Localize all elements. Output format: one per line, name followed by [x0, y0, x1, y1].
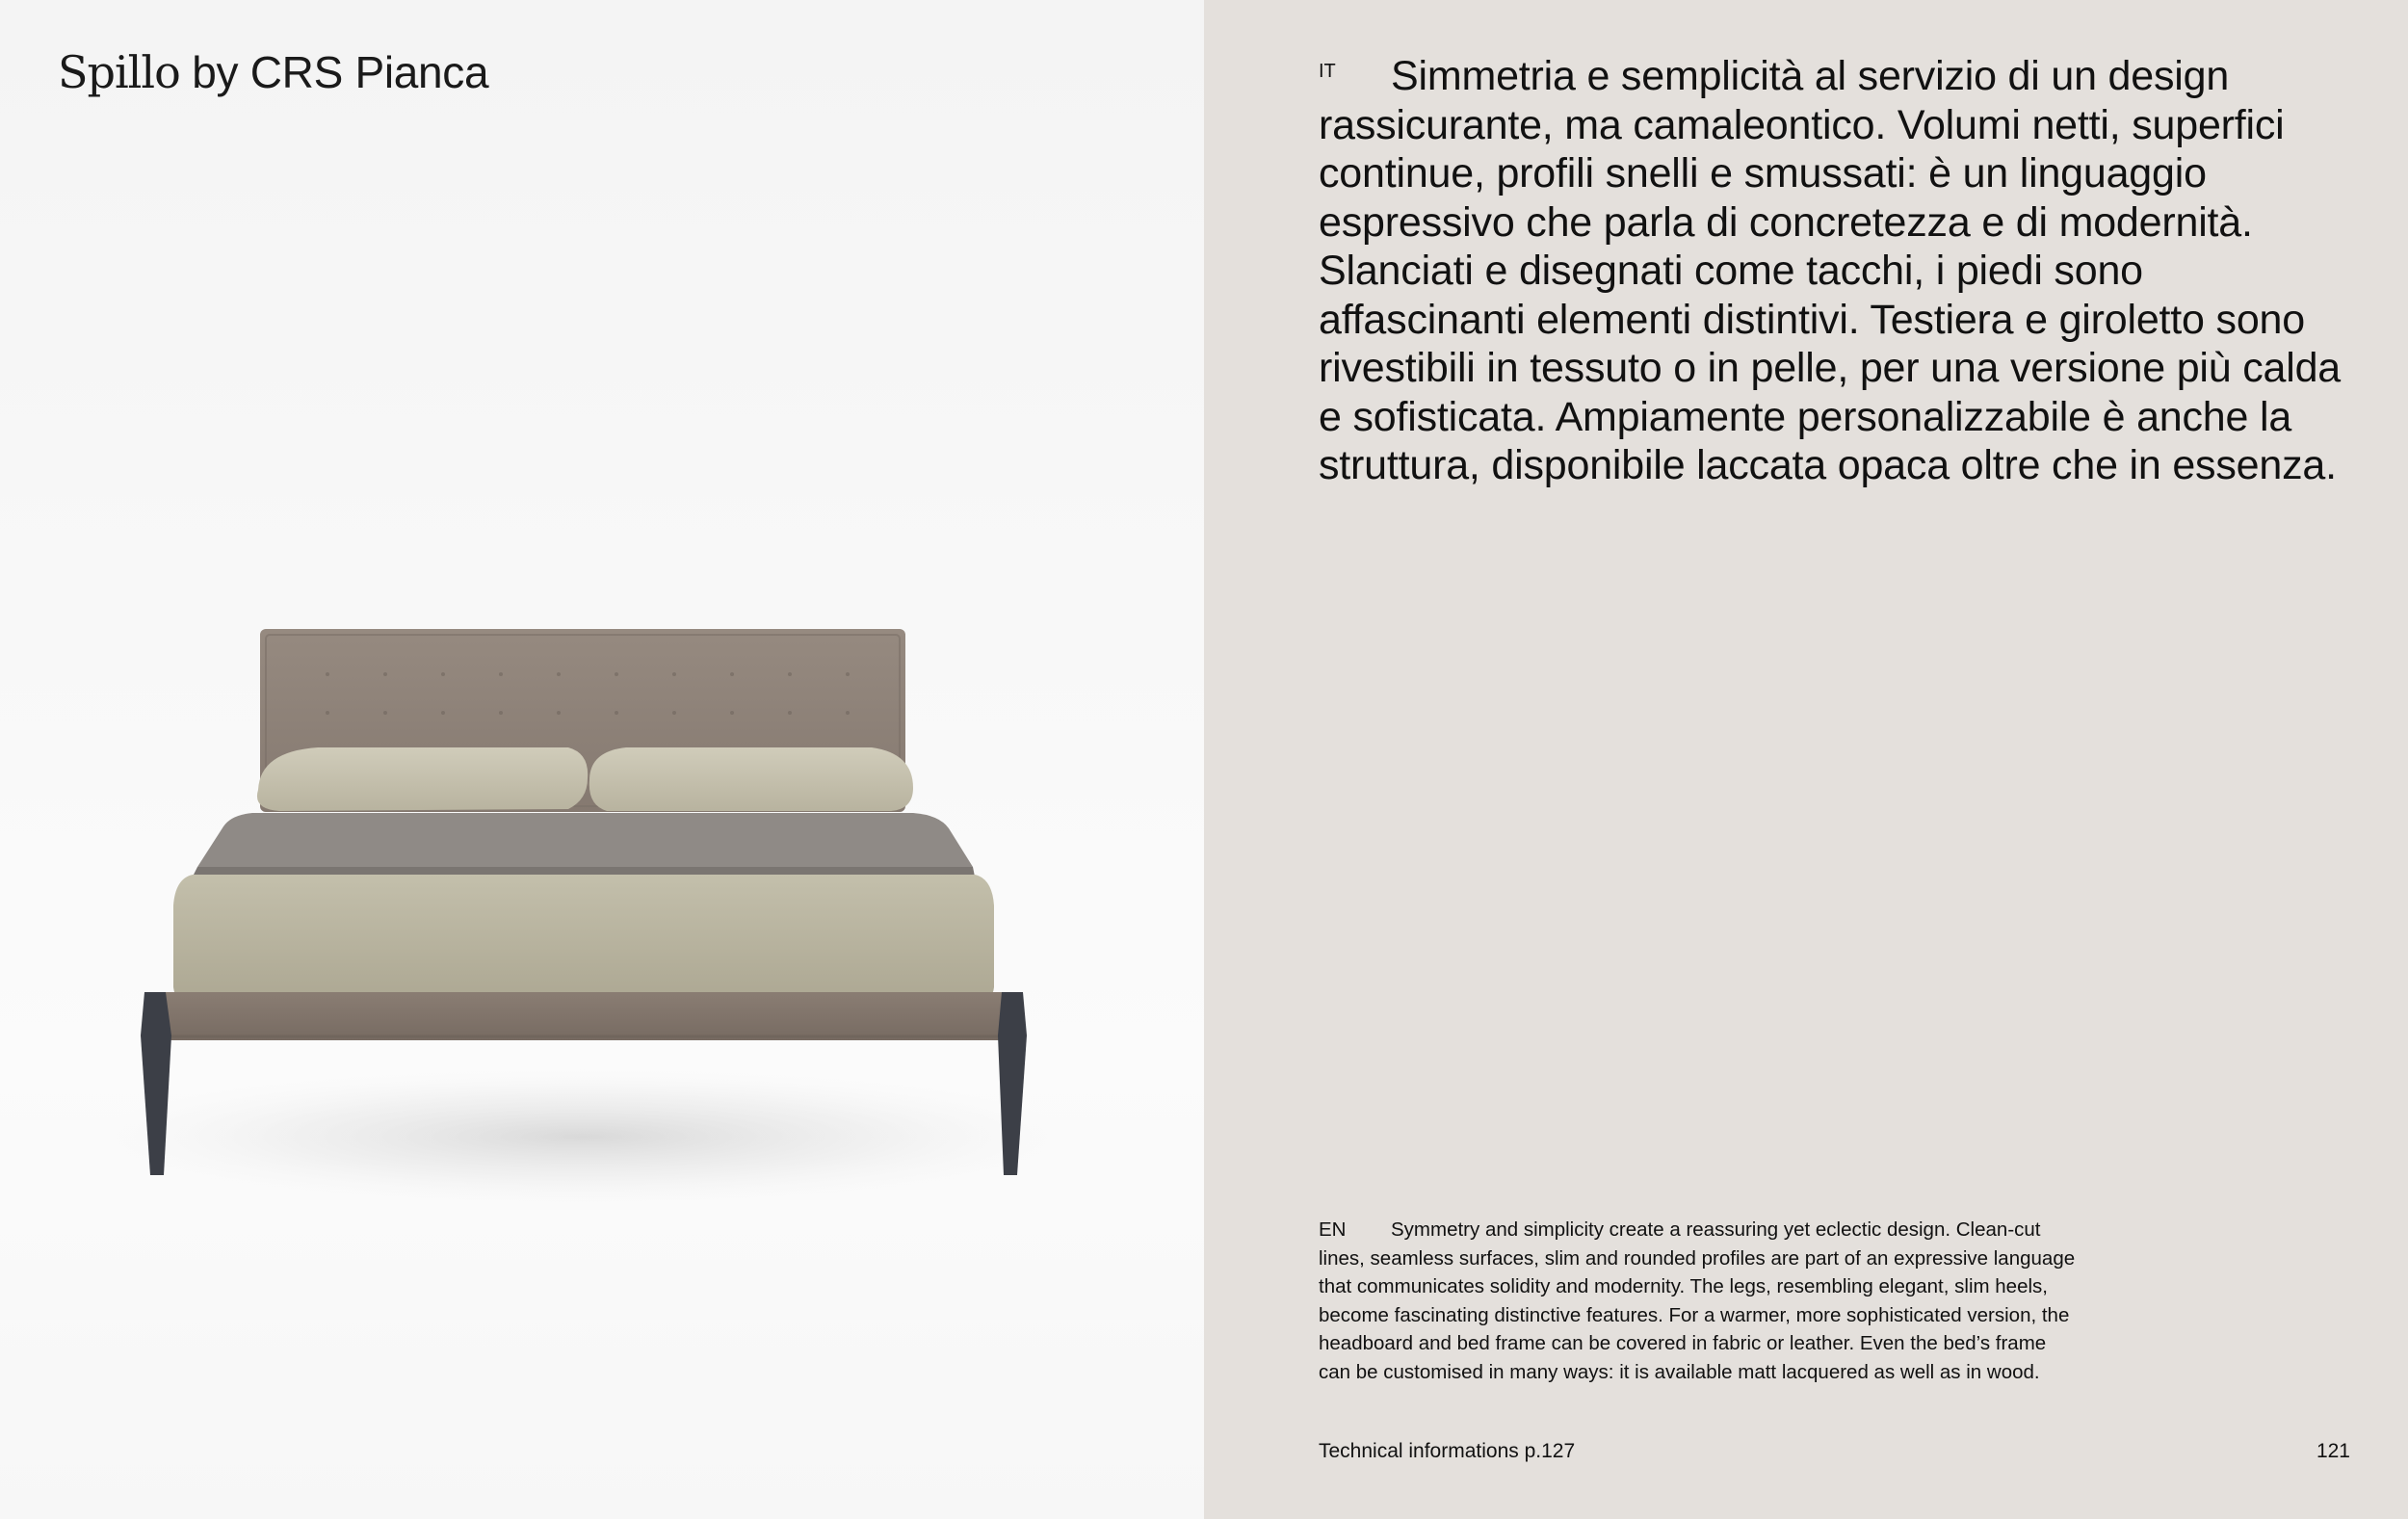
right-page	[1204, 0, 2408, 1519]
technical-info-reference: Technical informations p.127	[1319, 1440, 1576, 1462]
english-description	[1319, 1216, 2080, 1386]
page-number: 121	[2316, 1440, 2350, 1462]
floor-shadow	[82, 1069, 1084, 1204]
product-title	[58, 46, 488, 98]
pillow-left	[257, 747, 588, 811]
bed-photo	[0, 539, 1204, 1233]
language-tag-it: IT	[1319, 61, 1336, 82]
product-brand: by CRS Pianca	[179, 47, 489, 97]
language-tag-en: EN	[1319, 1218, 1347, 1241]
bed-throw	[197, 813, 973, 867]
italian-description	[1319, 52, 2359, 490]
mattress-sheet	[173, 875, 994, 1006]
pillow-right	[589, 747, 913, 811]
bed-frame	[144, 992, 1021, 1040]
product-name: Spillo	[58, 46, 180, 98]
italian-paragraph: Simmetria e semplicità al servizio di un design rassicurante, ma camaleontico. Volumi netti, superfici continue, profili snelli e smussati: è un linguaggio espressivo che parla di concretezza e di modernità. Slanciati e disegnati come tacchi, i piedi sono affascinanti elementi distintivi. Testiera e giroletto sono rivestibili in tessuto o in pelle, per una versione più calda e sofisticata. Ampiamente personalizzabile è anche la struttura, disponibile laccata opaca oltre che in essenza.	[1319, 53, 2342, 488]
english-paragraph: Symmetry and simplicity create a reassuring yet eclectic design. Clean-cut lines, seamless surfaces, slim and rounded profiles are part of an expressive language that communicates solidity and modernity. The legs, resembling elegant, slim heels, become fascinating distinctive features. For a warmer, more sophisticated version, the headboard and bed frame can be covered in fabric or leather. Even the bed’s frame can be customised in many ways: it is available matt lacquered as well as in wood.	[1319, 1218, 2076, 1383]
